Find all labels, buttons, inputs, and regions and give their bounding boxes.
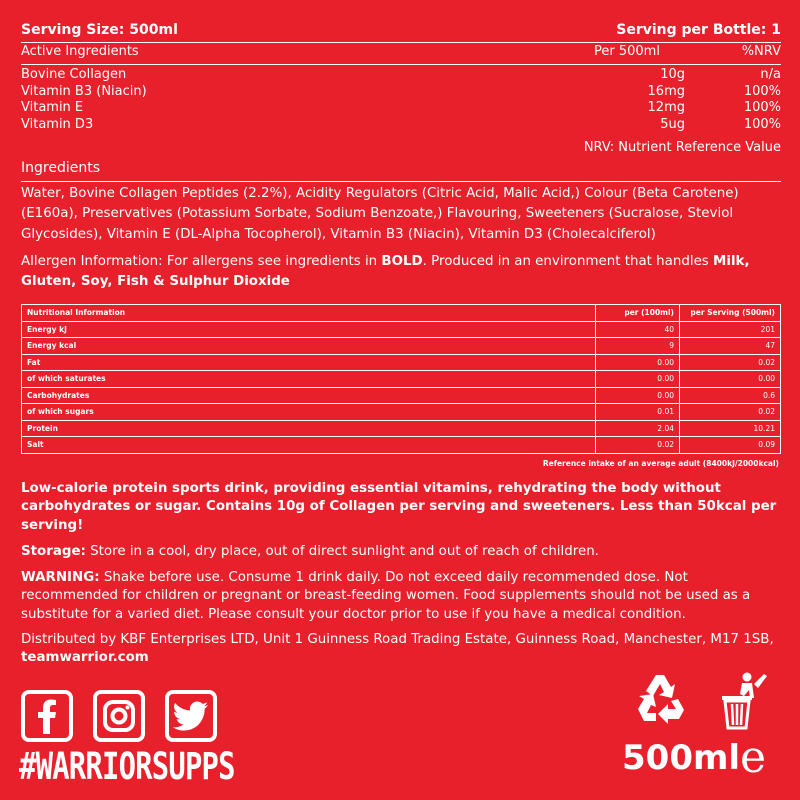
warning-info	[21, 569, 781, 624]
table-cell: Fat	[22, 354, 596, 371]
allergen-text: Allergen Information: For allergens see ingredients in	[21, 254, 382, 269]
table-cell: Salt	[22, 437, 596, 454]
website-link[interactable]: teamwarrior.com	[21, 650, 149, 666]
table-row	[22, 404, 781, 421]
active-ingredients-list	[21, 67, 781, 133]
table-row	[22, 354, 781, 371]
table-cell: 0.02	[680, 354, 781, 371]
table-cell: of which sugars	[22, 404, 596, 421]
table-cell: Protein	[22, 420, 596, 437]
table-cell: 0.6	[680, 387, 781, 404]
ingredient-amount: 16mg	[647, 83, 685, 99]
distributor-text: Distributed by KBF Enterprises LTD, Unit 1 Guinness Road Trading Estate, Guinness Road, Manchester, M17 1SB,	[21, 632, 774, 647]
table-cell: 0.01	[596, 404, 680, 421]
nrv-note: NRV: Nutrient Reference Value	[583, 140, 781, 155]
table-header-cell: per (100ml)	[596, 305, 680, 322]
ingredient-amount: 10g	[660, 67, 685, 82]
table-cell: 0.00	[596, 371, 680, 388]
ingredient-name: Vitamin B3 (Niacin)	[21, 83, 147, 99]
table-row	[22, 371, 781, 388]
tidyman-bin-icon	[720, 672, 776, 734]
product-summary: Low-calorie protein sports drink, providing essential vitamins, rehydrating the body without carbohydrates or sugar. Contains 10g of Collagen per serving and sweeteners. Less than 50kcal per serving!	[21, 481, 777, 533]
recycle-icon	[634, 669, 692, 731]
hashtag: #WARRIORSUPPS	[19, 745, 235, 788]
table-cell: Energy kcal	[22, 338, 596, 355]
ingredient-nrv: n/a	[760, 67, 781, 82]
storage-text: Store in a cool, dry place, out of direct sunlight and out of reach of children.	[85, 544, 599, 559]
list-item	[21, 100, 781, 117]
nutrition-table	[21, 304, 781, 454]
serving-header	[21, 22, 781, 38]
table-cell: 201	[680, 321, 781, 338]
facebook-icon[interactable]	[21, 690, 73, 742]
ingredient-nrv: 100%	[743, 83, 781, 99]
ingredient-nrv: 100%	[743, 116, 781, 132]
twitter-icon[interactable]	[165, 690, 217, 742]
table-cell: 9	[596, 338, 680, 355]
ingredient-name: Vitamin D3	[21, 116, 94, 132]
divider	[21, 42, 781, 43]
allergen-text: . Produced in an environment that handles	[422, 254, 714, 269]
divider	[21, 181, 781, 182]
ingredient-nrv: 100%	[743, 100, 781, 116]
table-cell: Energy kJ	[22, 321, 596, 338]
active-ingredients-header	[21, 44, 781, 59]
table-header-row	[22, 305, 781, 322]
ingredient-name: Bovine Collagen	[21, 67, 127, 82]
divider	[21, 64, 781, 65]
estimated-sign: e	[740, 732, 767, 783]
ingredients-title: Ingredients	[21, 160, 100, 176]
table-cell: 0.09	[680, 437, 781, 454]
table-row	[22, 338, 781, 355]
table-cell: Carbohydrates	[22, 387, 596, 404]
table-header-cell: Nutritional Information	[22, 305, 596, 322]
allergen-info	[21, 252, 781, 293]
warning-text: Shake before use. Consume 1 drink daily. Do not exceed daily recommended dose. Not recommended for children or pregnant or breast-feeding women. Food supplements should not be used as a substitute for a varied diet. Please consult your doctor prior to use if you have a medical condition.	[21, 570, 751, 622]
serving-size: Serving Size: 500ml	[21, 22, 178, 38]
distributor-info	[21, 631, 781, 668]
list-item	[21, 117, 781, 134]
table-cell: 10.21	[680, 420, 781, 437]
table-cell: 47	[680, 338, 781, 355]
table-row	[22, 321, 781, 338]
allergen-list: Milk, Gluten, Soy, Fish & Sulphur Dioxide	[21, 254, 750, 290]
table-cell: 0.02	[596, 437, 680, 454]
storage-info	[21, 543, 781, 561]
list-item	[21, 84, 781, 101]
instagram-icon[interactable]	[93, 690, 145, 742]
ingredient-name: Vitamin E	[21, 100, 84, 116]
active-ingredients-title: Active Ingredients	[21, 44, 139, 59]
social-icons	[21, 690, 217, 742]
reference-intake-note: Reference intake of an average adult (8400kJ/2000kcal)	[542, 459, 779, 468]
ingredient-amount: 5ug	[660, 116, 685, 132]
table-row	[22, 387, 781, 404]
allergen-bold: BOLD	[381, 254, 423, 269]
table-cell: 0.00	[680, 371, 781, 388]
ingredient-amount: 12mg	[647, 100, 685, 116]
table-row	[22, 420, 781, 437]
col-per-500ml: Per 500ml	[594, 44, 660, 59]
table-row	[22, 437, 781, 454]
table-cell: 0.00	[596, 354, 680, 371]
table-header-cell: per Serving (500ml)	[680, 305, 781, 322]
warning-label: WARNING:	[21, 570, 100, 585]
ingredients-text: Water, Bovine Collagen Peptides (2.2%), Acidity Regulators (Citric Acid, Malic Acid,) Colour (Beta Carotene) (E160a), Preservatives (Potassium Sorbate, Sodium Benzoate,) Flavouring, Sweeteners (Sucralose, Steviol Glycosides), Vitamin E (DL-Alpha Tocopherol), Vitamin B3 (Niacin), Vitamin D3 (Cholecalciferol)	[21, 186, 739, 242]
table-cell: of which saturates	[22, 371, 596, 388]
list-item	[21, 67, 781, 84]
col-nrv: %NRV	[741, 44, 781, 59]
table-cell: 40	[596, 321, 680, 338]
storage-label: Storage:	[21, 544, 86, 559]
table-cell: 2.04	[596, 420, 680, 437]
serving-per-bottle: Serving per Bottle: 1	[616, 22, 781, 38]
table-cell: 0.02	[680, 404, 781, 421]
bottle-volume: 500ml	[622, 738, 741, 778]
table-cell: 0.00	[596, 387, 680, 404]
